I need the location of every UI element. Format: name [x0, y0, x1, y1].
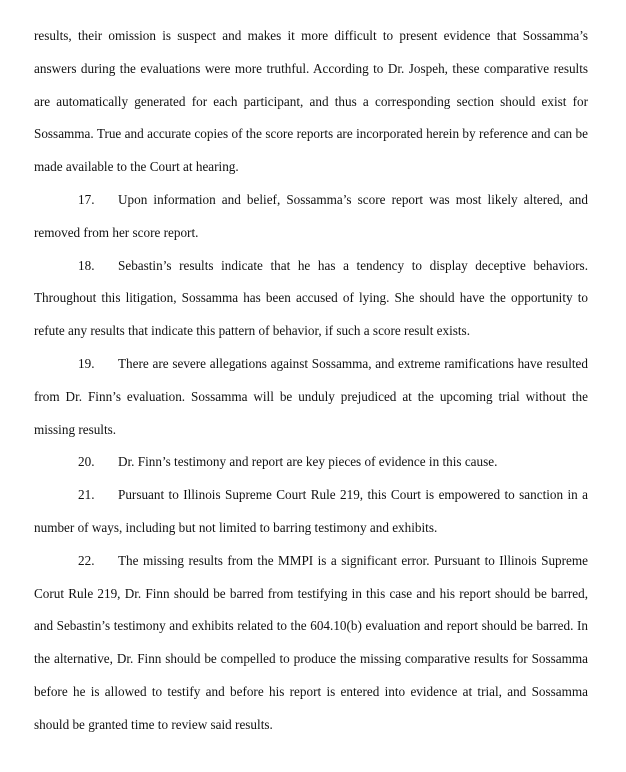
- paragraph-number: 17.: [78, 191, 95, 207]
- continuation-paragraph: results, their omission is suspect and makes it more difficult to present evidence that Sossamma’s answers during the evaluations were more truthful. According to Dr. Jospeh, these comparative results are automatically generated for each participant, and thus a corresponding section should exist for Sossamma. True and accurate copies of the score reports are incorporated herein by reference and can be made available to the Court at hearing.: [34, 28, 588, 175]
- document-page: [34, 20, 588, 742]
- paragraph-22: [34, 545, 588, 742]
- paragraph-number: 18.: [78, 257, 95, 273]
- paragraph-18: [34, 250, 588, 348]
- paragraph-number: 22.: [78, 552, 95, 568]
- paragraph-number: 20.: [78, 454, 95, 470]
- paragraph-17: [34, 184, 588, 250]
- paragraph-number: 21.: [78, 487, 95, 503]
- paragraph-text: The missing results from the MMPI is a significant error. Pursuant to Illinois Supreme Corut Rule 219, Dr. Finn should be barred from testifying in this case and his report should be barred, and Sebastin’s testimony and exhibits related to the 604.10(b) evaluation and report should be barred. In the alternative, Dr. Finn should be compelled to produce the missing comparative results for Sossamma before he is allowed to testify and before his report is entered into evidence at trial, and Sossamma should be granted time to review said results.: [34, 552, 588, 732]
- paragraph-text: Upon information and belief, Sossamma’s score report was most likely altered, and removed from her score report.: [34, 191, 588, 240]
- paragraph-text: Dr. Finn’s testimony and report are key pieces of evidence in this cause.: [118, 454, 498, 470]
- paragraph-text: Sebastin’s results indicate that he has a tendency to display deceptive behaviors. Throughout this litigation, Sossamma has been accused of lying. She should have the opportunity to refute any results that indicate this pattern of behavior, if such a score result exists.: [34, 257, 588, 339]
- paragraph-20: [34, 446, 588, 479]
- paragraph-21: [34, 479, 588, 545]
- paragraph-text: Pursuant to Illinois Supreme Court Rule 219, this Court is empowered to sanction in a number of ways, including but not limited to barring testimony and exhibits.: [34, 487, 588, 535]
- paragraph-19: [34, 348, 588, 446]
- paragraph-number: 19.: [78, 355, 95, 371]
- paragraph-text: There are severe allegations against Sossamma, and extreme ramifications have resulted from Dr. Finn’s evaluation. Sossamma will be unduly prejudiced at the upcoming trial without the missing results.: [34, 355, 588, 437]
